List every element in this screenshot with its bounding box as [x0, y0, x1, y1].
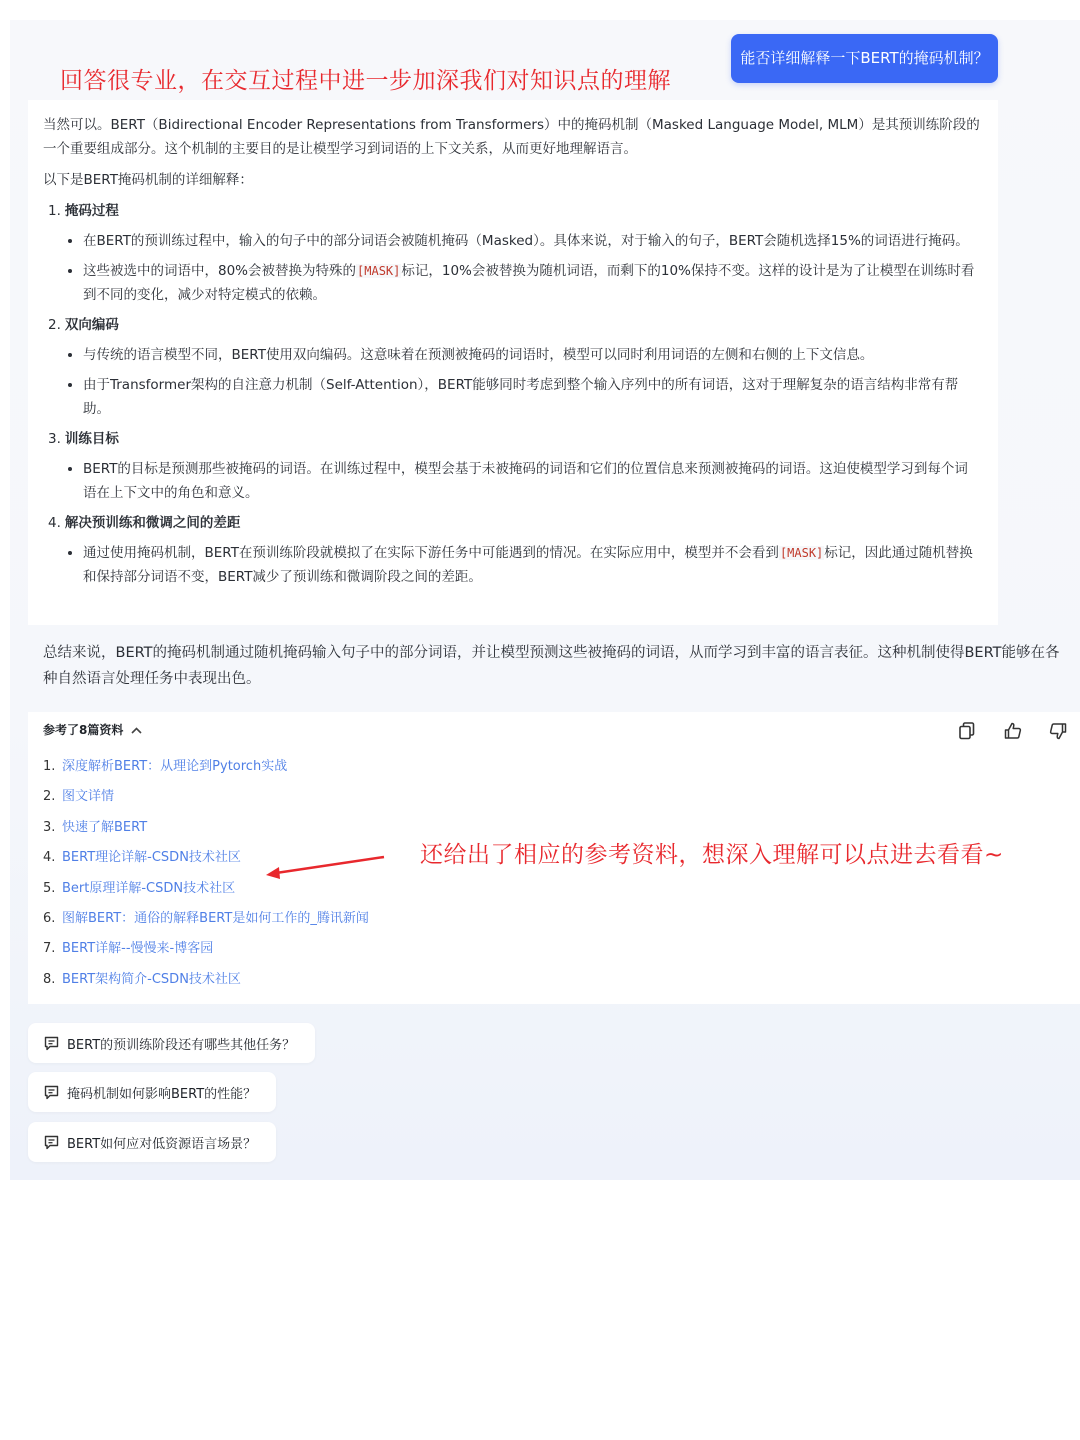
answer-lead: 以下是BERT掩码机制的详细解释：	[43, 172, 253, 188]
section-title	[48, 313, 988, 337]
suggestion-chip[interactable]	[28, 1122, 276, 1162]
chat-bubble-icon	[44, 1085, 59, 1100]
bullet-list	[43, 343, 988, 421]
reference-number: 1.	[43, 759, 56, 774]
reference-number: 7.	[43, 941, 56, 957]
annotation-arrow	[262, 850, 387, 880]
chat-bubble-icon	[44, 1135, 59, 1150]
answer-sections	[43, 199, 988, 589]
section-title-text: 双向编码	[64, 317, 119, 333]
reference-item	[43, 937, 369, 967]
section-number: 1.	[48, 203, 61, 219]
section-number: 2.	[48, 317, 61, 333]
bullet-text: 通过使用掩码机制，BERT在预训练阶段就模拟了在实际下游任务中可能遇到的情况。在实际应用中，模型并不会看到	[83, 545, 779, 561]
copy-icon[interactable]	[959, 722, 977, 740]
bullet-list	[43, 541, 988, 589]
section-title-text: 训练目标	[64, 431, 119, 447]
section-title	[48, 199, 988, 223]
mask-token-code: [MASK]	[779, 546, 824, 560]
bullet-text: 标记，因此通过随机替换和保持部分词语不变，BERT减少了预训练和微调阶段之间的差距。	[83, 545, 973, 585]
bullet-list	[43, 457, 988, 505]
annotation-top: 回答很专业，在交互过程中进一步加深我们对知识点的理解	[60, 68, 671, 94]
references-toggle[interactable]	[43, 721, 142, 738]
bullet-text: 与传统的语言模型不同，BERT使用双向编码。这意味着在预测被掩码的词语时，模型可以同时利用词语的左侧和右侧的上下文信息。	[83, 347, 874, 363]
reference-item	[43, 968, 369, 998]
reference-item	[43, 755, 369, 785]
section-title-text: 掩码过程	[64, 203, 119, 219]
bullet-text: 由于Transformer架构的自注意力机制（Self-Attention），BERT能够同时考虑到整个输入序列中的所有词语，这对于理解复杂的语言结构非常有帮助。	[83, 377, 959, 417]
reference-number: 3.	[43, 819, 56, 835]
bullet-list	[43, 229, 988, 307]
reference-link[interactable]: BERT理论详解-CSDN技术社区	[62, 850, 241, 866]
answer-intro: 当然可以。BERT（Bidirectional Encoder Representations from Transformers）中的掩码机制（Masked Language Model, MLM）是其预训练阶段的一个重要组成部分。这个机制的主要目的是让模型学习到词语的上下文关系，从而更好地理解语言。	[43, 117, 980, 157]
bullet-text: BERT的目标是预测那些被掩码的词语。在训练过程中，模型会基于未被掩码的词语和它们的位置信息来预测被掩码的词语。这迫使模型学习到每个词语在上下文中的角色和意义。	[83, 461, 968, 501]
suggestion-text: 掩码机制如何影响BERT的性能？	[67, 1086, 257, 1102]
reference-number: 2.	[43, 789, 56, 805]
bullet-item	[83, 229, 988, 253]
bullet-item	[83, 259, 988, 307]
bullet-text: 这些被选中的词语中，80%会被替换为特殊的	[83, 263, 357, 279]
chevron-up-icon	[131, 723, 142, 737]
suggestion-text: BERT如何应对低资源语言场景？	[67, 1136, 257, 1152]
annotation-bottom: 还给出了相应的参考资料，想深入理解可以点进去看看~	[420, 842, 1004, 868]
reference-item	[43, 877, 369, 907]
user-question-bubble: 能否详细解释一下BERT的掩码机制？	[731, 34, 998, 83]
reference-link[interactable]: 图文详情	[62, 789, 115, 805]
reference-link[interactable]: 图解BERT：通俗的解释BERT是如何工作的_腾讯新闻	[62, 910, 369, 926]
reference-link[interactable]: Bert原理详解-CSDN技术社区	[62, 880, 236, 896]
reference-number: 5.	[43, 880, 56, 896]
reference-number: 6.	[43, 910, 56, 926]
bullet-item	[83, 541, 988, 589]
reference-number: 8.	[43, 971, 56, 987]
section-number: 3.	[48, 431, 61, 447]
bullet-text: 在BERT的预训练过程中，输入的句子中的部分词语会被随机掩码（Masked）。具体来说，对于输入的句子，BERT会随机选择15%的词语进行掩码。	[83, 233, 969, 249]
reference-link[interactable]: 快速了解BERT	[62, 819, 148, 835]
reference-link[interactable]: BERT详解--慢慢来-博客园	[62, 941, 214, 957]
thumbs-up-icon[interactable]	[1004, 722, 1022, 740]
reference-link[interactable]: 深度解析BERT：从理论到Pytorch实战	[62, 759, 288, 774]
bullet-item	[83, 457, 988, 505]
suggestion-text: BERT的预训练阶段还有哪些其他任务？	[67, 1037, 296, 1053]
answer-body	[43, 113, 988, 595]
thumbs-down-icon[interactable]	[1049, 722, 1067, 740]
reference-link[interactable]: BERT架构简介-CSDN技术社区	[62, 971, 241, 987]
answer-summary: 总结来说，BERT的掩码机制通过随机掩码输入句子中的部分词语，并让模型预测这些被掩码的词语，从而学习到丰富的语言表征。这种机制使得BERT能够在各种自然语言处理任务中表现出色。	[43, 645, 1060, 687]
bullet-item	[83, 373, 988, 421]
reference-number: 4.	[43, 850, 56, 866]
suggestion-chip[interactable]	[28, 1072, 276, 1112]
mask-token-code: [MASK]	[357, 264, 401, 278]
bullet-item	[83, 343, 988, 367]
reference-item	[43, 816, 369, 846]
reference-item	[43, 785, 369, 815]
reference-item	[43, 907, 369, 937]
section-title-text: 解决预训练和微调之间的差距	[64, 515, 241, 531]
section-number: 4.	[48, 515, 61, 531]
suggestion-chip[interactable]	[28, 1023, 315, 1063]
references-header: 参考了8篇资料	[43, 723, 124, 737]
section-title	[48, 511, 988, 535]
section-title	[48, 427, 988, 451]
chat-bubble-icon	[44, 1036, 59, 1051]
bullet-text: 标记，10%会被替换为随机词语，而剩下的10%保持不变。这样的设计是为了让模型在训练时看到不同的变化，减少对特定模式的依赖。	[83, 263, 975, 303]
